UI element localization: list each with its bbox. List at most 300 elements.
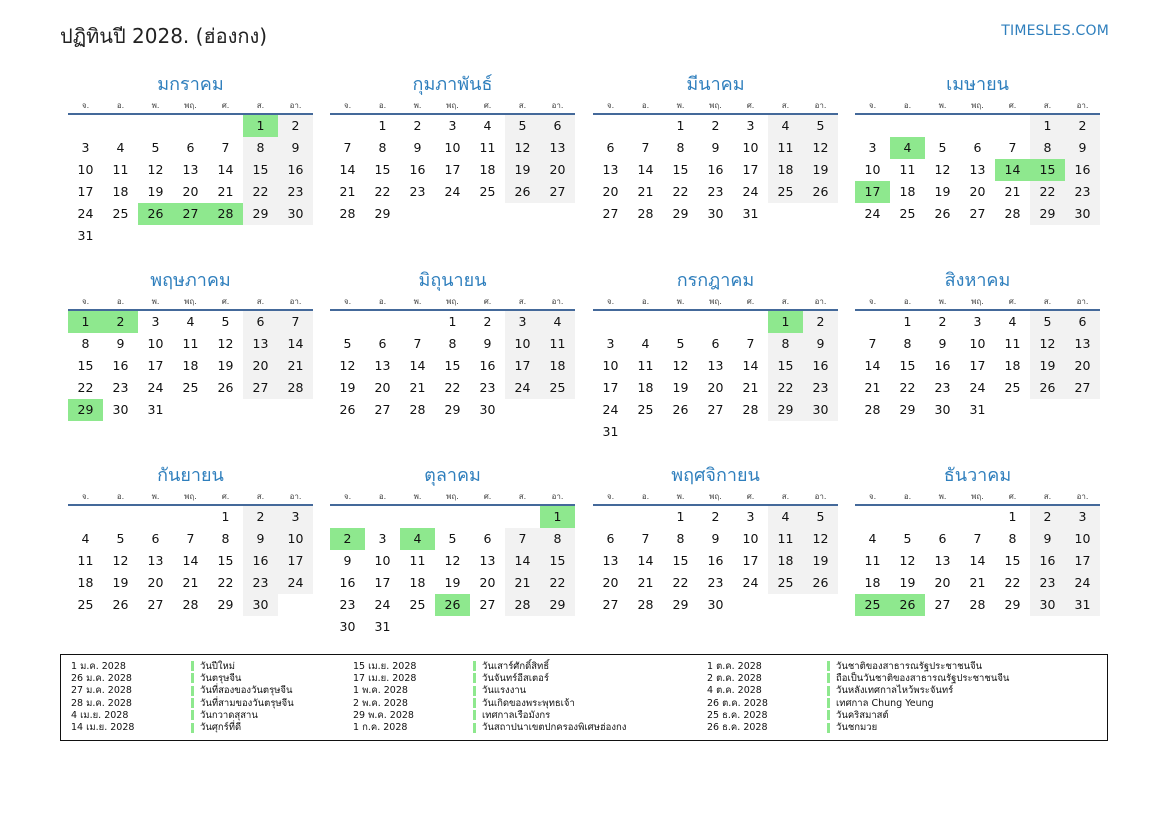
- day-cell: 24: [77, 206, 94, 221]
- month-name: ตุลาคม: [424, 465, 481, 486]
- day-cell: 19: [672, 380, 689, 395]
- holiday-day-cell: 1: [768, 311, 803, 333]
- day-cell: 7: [973, 531, 982, 546]
- day-cell: 13: [540, 137, 575, 159]
- month-days-grid: [855, 489, 1100, 616]
- day-cell: 10: [77, 162, 94, 177]
- day-cell: 26: [803, 181, 838, 203]
- holiday-day-cell: 15: [1030, 159, 1065, 181]
- holiday-marker: [827, 710, 830, 720]
- day-cell: 2: [278, 115, 313, 137]
- holiday-marker: [191, 698, 194, 708]
- day-cell: 15: [672, 162, 689, 177]
- weekday-header: อ.: [365, 489, 400, 506]
- holiday-date: 2 ต.ค. 2028: [707, 672, 762, 684]
- day-cell: 25: [479, 184, 496, 199]
- empty-cell: [593, 506, 628, 528]
- day-cell: 29: [374, 206, 391, 221]
- empty-cell: [628, 311, 663, 333]
- day-cell: 14: [182, 553, 199, 568]
- day-cell: 25: [768, 181, 803, 203]
- day-cell: 19: [899, 575, 916, 590]
- holiday-date: 2 พ.ค. 2028: [353, 697, 408, 709]
- month-days-grid: [593, 489, 838, 616]
- weekday-header: จ.: [855, 294, 890, 311]
- day-cell: 4: [81, 531, 90, 546]
- day-cell: 5: [1030, 311, 1065, 333]
- day-cell: 1: [221, 509, 230, 524]
- month-5: [68, 268, 313, 421]
- day-cell: 18: [540, 355, 575, 377]
- weekday-header: พ.: [663, 98, 698, 115]
- weekday-header: อา.: [540, 98, 575, 115]
- day-cell: 31: [602, 424, 619, 439]
- holiday-day-cell: 2: [330, 528, 365, 550]
- day-cell: 3: [378, 531, 387, 546]
- month-days-grid: [593, 98, 838, 225]
- day-cell: 5: [221, 314, 230, 329]
- day-cell: 28: [505, 594, 540, 616]
- day-cell: 17: [505, 355, 540, 377]
- weekday-header: จ.: [855, 98, 890, 115]
- holiday-marker: [191, 723, 194, 733]
- weekday-header: อ.: [628, 489, 663, 506]
- day-cell: 24: [969, 380, 986, 395]
- month-name: มิถุนายน: [418, 270, 487, 291]
- weekday-header: จ.: [593, 489, 628, 506]
- day-cell: 10: [1065, 528, 1100, 550]
- day-cell: 17: [969, 358, 986, 373]
- day-cell: 12: [899, 553, 916, 568]
- weekday-header: อ.: [890, 98, 925, 115]
- month-name: ธันวาคม: [943, 465, 1012, 486]
- holiday-date: 28 ม.ค. 2028: [71, 697, 132, 709]
- day-cell: 9: [711, 531, 720, 546]
- day-cell: 23: [1030, 572, 1065, 594]
- holiday-day-cell: 4: [400, 528, 435, 550]
- day-cell: 31: [374, 619, 391, 634]
- day-cell: 24: [505, 377, 540, 399]
- day-cell: 6: [606, 140, 615, 155]
- day-cell: 5: [676, 336, 685, 351]
- holiday-day-cell: 1: [540, 506, 575, 528]
- weekday-header: พฤ.: [698, 489, 733, 506]
- empty-cell: [470, 506, 505, 528]
- day-cell: 20: [243, 355, 278, 377]
- day-cell: 30: [479, 402, 496, 417]
- weekday-header: พฤ.: [960, 98, 995, 115]
- day-cell: 15: [768, 355, 803, 377]
- weekday-header: พ.: [138, 98, 173, 115]
- day-cell: 16: [1065, 159, 1100, 181]
- day-cell: 29: [1004, 597, 1021, 612]
- day-cell: 24: [742, 575, 759, 590]
- month-3: [593, 72, 838, 225]
- day-cell: 26: [505, 181, 540, 203]
- day-cell: 20: [374, 380, 391, 395]
- day-cell: 6: [938, 531, 947, 546]
- day-cell: 12: [672, 358, 689, 373]
- brand-link[interactable]: TIMESLES.COM: [1001, 23, 1109, 39]
- day-cell: 21: [969, 575, 986, 590]
- holiday-name: วันที่สามของวันตรุษจีน: [200, 697, 294, 709]
- day-cell: 23: [707, 184, 724, 199]
- day-cell: 12: [505, 137, 540, 159]
- day-cell: 20: [969, 184, 986, 199]
- day-cell: 21: [1004, 184, 1021, 199]
- day-cell: 17: [742, 553, 759, 568]
- day-cell: 9: [343, 553, 352, 568]
- weekday-header: พฤ.: [435, 294, 470, 311]
- day-cell: 4: [641, 336, 650, 351]
- day-cell: 14: [864, 358, 881, 373]
- day-cell: 24: [742, 184, 759, 199]
- month-days-grid: [68, 294, 313, 421]
- day-cell: 27: [707, 402, 724, 417]
- day-cell: 17: [602, 380, 619, 395]
- day-cell: 4: [768, 115, 803, 137]
- day-cell: 19: [803, 550, 838, 572]
- legend-item: [71, 721, 294, 733]
- holiday-marker: [191, 686, 194, 696]
- weekday-header: จ.: [593, 294, 628, 311]
- day-cell: 11: [479, 140, 496, 155]
- weekday-header: ส.: [1030, 98, 1065, 115]
- day-cell: 5: [116, 531, 125, 546]
- weekday-header: อา.: [803, 294, 838, 311]
- day-cell: 16: [409, 162, 426, 177]
- day-cell: 2: [1065, 115, 1100, 137]
- day-cell: 12: [934, 162, 951, 177]
- day-cell: 13: [602, 553, 619, 568]
- day-cell: 21: [217, 184, 234, 199]
- month-name: มกราคม: [157, 74, 224, 95]
- day-cell: 23: [339, 597, 356, 612]
- empty-cell: [138, 115, 173, 137]
- holiday-name: วันศุกร์ที่ดี: [200, 722, 242, 734]
- day-cell: 8: [243, 137, 278, 159]
- holiday-marker: [827, 686, 830, 696]
- day-cell: 23: [278, 181, 313, 203]
- day-cell: 17: [374, 575, 391, 590]
- day-cell: 16: [707, 553, 724, 568]
- day-cell: 8: [903, 336, 912, 351]
- day-cell: 1: [1030, 115, 1065, 137]
- day-cell: 24: [147, 380, 164, 395]
- day-cell: 18: [77, 575, 94, 590]
- holiday-date: 1 ก.ค. 2028: [353, 722, 408, 734]
- empty-cell: [365, 506, 400, 528]
- day-cell: 20: [479, 575, 496, 590]
- day-cell: 7: [641, 140, 650, 155]
- empty-cell: [505, 506, 540, 528]
- empty-cell: [698, 311, 733, 333]
- day-cell: 25: [899, 206, 916, 221]
- day-cell: 5: [803, 506, 838, 528]
- weekday-header: จ.: [330, 489, 365, 506]
- holiday-name: วันปีใหม่: [200, 660, 236, 672]
- empty-cell: [330, 506, 365, 528]
- holiday-name: เทศกาลเรือมังกร: [482, 709, 551, 721]
- day-cell: 18: [768, 550, 803, 572]
- weekday-header: อ.: [628, 98, 663, 115]
- day-cell: 15: [672, 553, 689, 568]
- day-cell: 1: [448, 314, 457, 329]
- day-cell: 28: [637, 206, 654, 221]
- day-cell: 3: [746, 509, 755, 524]
- weekday-header: ศ.: [733, 294, 768, 311]
- day-cell: 21: [182, 575, 199, 590]
- day-cell: 18: [409, 575, 426, 590]
- month-2: [330, 72, 575, 225]
- day-cell: 9: [803, 333, 838, 355]
- weekday-header: พ.: [138, 294, 173, 311]
- empty-cell: [173, 115, 208, 137]
- day-cell: 27: [602, 597, 619, 612]
- day-cell: 4: [186, 314, 195, 329]
- month-days-grid: [855, 294, 1100, 421]
- month-12: [855, 463, 1100, 616]
- day-cell: 16: [1030, 550, 1065, 572]
- weekday-header: ศ.: [470, 98, 505, 115]
- day-cell: 15: [77, 358, 94, 373]
- holiday-name: วันจันทร์อีสเตอร์: [482, 672, 549, 684]
- empty-cell: [733, 311, 768, 333]
- day-cell: 22: [374, 184, 391, 199]
- empty-cell: [593, 115, 628, 137]
- empty-cell: [593, 311, 628, 333]
- holiday-date: 4 เม.ย. 2028: [71, 709, 129, 721]
- day-cell: 30: [339, 619, 356, 634]
- holiday-date: 1 ม.ค. 2028: [71, 660, 126, 672]
- day-cell: 21: [339, 184, 356, 199]
- day-cell: 2: [1030, 506, 1065, 528]
- day-cell: 7: [278, 311, 313, 333]
- day-cell: 8: [676, 531, 685, 546]
- empty-cell: [330, 115, 365, 137]
- weekday-header: อ.: [890, 489, 925, 506]
- day-cell: 17: [147, 358, 164, 373]
- day-cell: 17: [77, 184, 94, 199]
- weekday-header: ศ.: [208, 98, 243, 115]
- day-cell: 28: [409, 402, 426, 417]
- day-cell: 30: [278, 203, 313, 225]
- day-cell: 27: [147, 597, 164, 612]
- day-cell: 20: [147, 575, 164, 590]
- empty-cell: [995, 115, 1030, 137]
- day-cell: 6: [483, 531, 492, 546]
- day-cell: 18: [182, 358, 199, 373]
- day-cell: 20: [1065, 355, 1100, 377]
- day-cell: 14: [969, 553, 986, 568]
- day-cell: 3: [868, 140, 877, 155]
- day-cell: 3: [606, 336, 615, 351]
- day-cell: 12: [112, 553, 129, 568]
- day-cell: 19: [339, 380, 356, 395]
- holiday-legend: [60, 654, 1108, 741]
- day-cell: 9: [711, 140, 720, 155]
- day-cell: 16: [112, 358, 129, 373]
- holiday-marker: [473, 698, 476, 708]
- weekday-header: พ.: [400, 98, 435, 115]
- day-cell: 29: [444, 402, 461, 417]
- weekday-header: จ.: [330, 98, 365, 115]
- month-9: [68, 463, 313, 616]
- weekday-header: ศ.: [995, 98, 1030, 115]
- day-cell: 17: [1065, 550, 1100, 572]
- month-6: [330, 268, 575, 421]
- day-cell: 11: [1004, 336, 1021, 351]
- day-cell: 3: [448, 118, 457, 133]
- holiday-marker: [827, 723, 830, 733]
- weekday-header: อ.: [365, 294, 400, 311]
- empty-cell: [960, 115, 995, 137]
- day-cell: 28: [864, 402, 881, 417]
- day-cell: 20: [602, 575, 619, 590]
- holiday-day-cell: 1: [68, 311, 103, 333]
- day-cell: 22: [77, 380, 94, 395]
- day-cell: 6: [186, 140, 195, 155]
- day-cell: 1: [378, 118, 387, 133]
- day-cell: 18: [637, 380, 654, 395]
- day-cell: 19: [217, 358, 234, 373]
- day-cell: 24: [444, 184, 461, 199]
- day-cell: 23: [1065, 181, 1100, 203]
- holiday-name: วันหลังเทศกาลไหว้พระจันทร์: [836, 685, 954, 697]
- weekday-header: ส.: [505, 98, 540, 115]
- weekday-header: อา.: [1065, 98, 1100, 115]
- day-cell: 18: [899, 184, 916, 199]
- day-cell: 16: [243, 550, 278, 572]
- day-cell: 12: [339, 358, 356, 373]
- holiday-name: วันชกมวย: [836, 722, 878, 734]
- day-cell: 11: [768, 528, 803, 550]
- day-cell: 9: [483, 336, 492, 351]
- day-cell: 21: [637, 575, 654, 590]
- day-cell: 24: [374, 597, 391, 612]
- day-cell: 9: [116, 336, 125, 351]
- holiday-name: วันแรงงาน: [482, 685, 527, 697]
- day-cell: 6: [151, 531, 160, 546]
- month-days-grid: [330, 489, 575, 638]
- holiday-name: วันเกิดของพระพุทธเจ้า: [482, 697, 575, 709]
- day-cell: 24: [864, 206, 881, 221]
- day-cell: 14: [217, 162, 234, 177]
- holiday-name: วันคริสมาสต์: [836, 709, 889, 721]
- day-cell: 6: [606, 531, 615, 546]
- day-cell: 1: [903, 314, 912, 329]
- weekday-header: อ.: [103, 294, 138, 311]
- holiday-date: 27 ม.ค. 2028: [71, 685, 132, 697]
- month-days-grid: [593, 294, 838, 443]
- day-cell: 11: [768, 137, 803, 159]
- day-cell: 31: [1065, 594, 1100, 616]
- day-cell: 6: [973, 140, 982, 155]
- day-cell: 7: [868, 336, 877, 351]
- month-days-grid: [68, 98, 313, 247]
- day-cell: 25: [768, 572, 803, 594]
- holiday-name: วันชาติของสาธารณรัฐประชาชนจีน: [836, 660, 983, 672]
- day-cell: 5: [903, 531, 912, 546]
- day-cell: 21: [864, 380, 881, 395]
- day-cell: 13: [934, 553, 951, 568]
- day-cell: 19: [147, 184, 164, 199]
- month-name: เมษายน: [946, 74, 1009, 95]
- weekday-header: อา.: [803, 489, 838, 506]
- day-cell: 10: [969, 336, 986, 351]
- empty-cell: [890, 506, 925, 528]
- day-cell: 11: [899, 162, 916, 177]
- weekday-header: ส.: [243, 294, 278, 311]
- day-cell: 8: [768, 333, 803, 355]
- weekday-header: พฤ.: [435, 489, 470, 506]
- holiday-date: 29 พ.ค. 2028: [353, 709, 414, 721]
- holiday-name: วันตรุษจีน: [200, 672, 242, 684]
- day-cell: 16: [707, 162, 724, 177]
- weekday-header: อ.: [890, 294, 925, 311]
- weekday-header: ส.: [505, 489, 540, 506]
- day-cell: 12: [803, 528, 838, 550]
- day-cell: 3: [81, 140, 90, 155]
- weekday-header: อ.: [628, 294, 663, 311]
- day-cell: 23: [112, 380, 129, 395]
- day-cell: 4: [540, 311, 575, 333]
- empty-cell: [103, 506, 138, 528]
- day-cell: 11: [864, 553, 881, 568]
- day-cell: 3: [278, 506, 313, 528]
- day-cell: 7: [186, 531, 195, 546]
- day-cell: 26: [672, 402, 689, 417]
- day-cell: 25: [182, 380, 199, 395]
- holiday-marker: [191, 661, 194, 671]
- day-cell: 26: [1030, 377, 1065, 399]
- holiday-marker: [827, 661, 830, 671]
- empty-cell: [855, 115, 890, 137]
- holiday-day-cell: 27: [173, 203, 208, 225]
- day-cell: 12: [147, 162, 164, 177]
- day-cell: 13: [243, 333, 278, 355]
- holiday-marker: [191, 710, 194, 720]
- weekday-header: พฤ.: [173, 294, 208, 311]
- weekday-header: อ.: [103, 489, 138, 506]
- empty-cell: [663, 311, 698, 333]
- day-cell: 31: [742, 206, 759, 221]
- holiday-marker: [191, 673, 194, 683]
- day-cell: 5: [505, 115, 540, 137]
- holiday-date: 15 เม.ย. 2028: [353, 660, 417, 672]
- day-cell: 6: [711, 336, 720, 351]
- weekday-header: อา.: [1065, 489, 1100, 506]
- day-cell: 12: [444, 553, 461, 568]
- day-cell: 18: [112, 184, 129, 199]
- day-cell: 10: [742, 140, 759, 155]
- weekday-header: พ.: [663, 294, 698, 311]
- weekday-header: จ.: [330, 294, 365, 311]
- day-cell: 11: [182, 336, 199, 351]
- day-cell: 12: [803, 137, 838, 159]
- day-cell: 7: [413, 336, 422, 351]
- weekday-header: พ.: [925, 294, 960, 311]
- day-cell: 17: [742, 162, 759, 177]
- month-name: สิงหาคม: [944, 270, 1011, 291]
- month-1: [68, 72, 313, 247]
- day-cell: 26: [112, 597, 129, 612]
- day-cell: 31: [77, 228, 94, 243]
- day-cell: 22: [540, 572, 575, 594]
- day-cell: 4: [116, 140, 125, 155]
- empty-cell: [628, 115, 663, 137]
- day-cell: 10: [147, 336, 164, 351]
